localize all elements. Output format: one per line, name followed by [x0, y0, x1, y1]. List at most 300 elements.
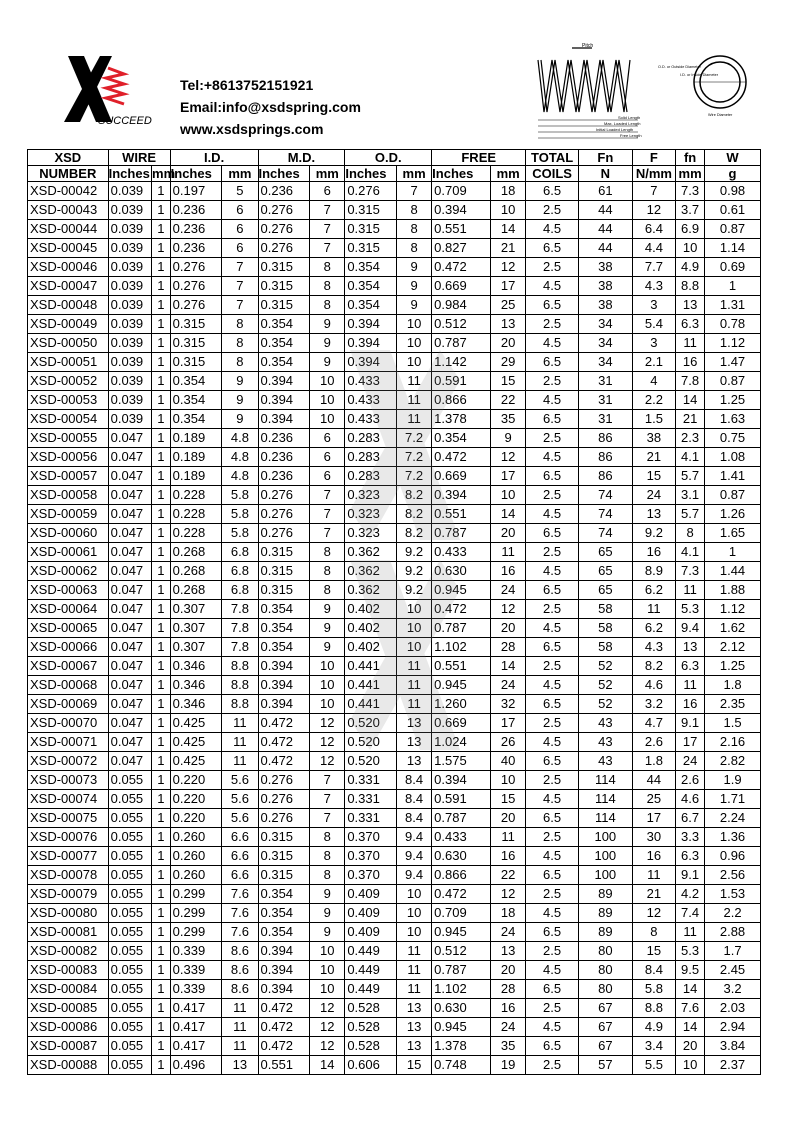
cell-total-coils: 6.5 [526, 182, 579, 201]
cell-free-inches: 0.512 [432, 942, 491, 961]
cell-total-coils: 6.5 [526, 809, 579, 828]
cell-od-inches: 0.370 [345, 828, 397, 847]
cell-od-mm: 8.2 [397, 524, 432, 543]
col-header-fn-force: Fn [578, 150, 632, 166]
cell-free-inches: 0.472 [432, 448, 491, 467]
cell-id-mm: 6.6 [222, 866, 258, 885]
cell-free-mm: 18 [491, 904, 526, 923]
cell-fn-deflection: 13 [676, 638, 705, 657]
cell-wire-mm: 1 [152, 600, 171, 619]
cell-id-inches: 0.354 [170, 391, 222, 410]
cell-weight: 1.26 [705, 505, 761, 524]
table-row [28, 1018, 761, 1037]
table-row [28, 524, 761, 543]
table-row [28, 505, 761, 524]
cell-f-rate: 5.5 [632, 1056, 675, 1075]
cell-fn-force: 31 [578, 410, 632, 429]
cell-free-inches: 0.709 [432, 904, 491, 923]
cell-od-mm: 10 [397, 638, 432, 657]
cell-total-coils: 4.5 [526, 448, 579, 467]
cell-wire-inches: 0.055 [108, 904, 151, 923]
cell-md-inches: 0.276 [258, 809, 310, 828]
cell-weight: 2.03 [705, 999, 761, 1018]
cell-total-coils: 2.5 [526, 999, 579, 1018]
cell-free-inches: 1.260 [432, 695, 491, 714]
cell-free-mm: 11 [491, 828, 526, 847]
cell-id-inches: 0.276 [170, 277, 222, 296]
table-row [28, 410, 761, 429]
table-row [28, 961, 761, 980]
id-label: I.D. or Inside Diameter [680, 73, 718, 77]
cell-weight: 0.78 [705, 315, 761, 334]
cell-od-mm: 13 [397, 999, 432, 1018]
cell-md-mm: 8 [310, 543, 345, 562]
col-header-total: TOTAL [526, 150, 579, 166]
cell-od-inches: 0.394 [345, 334, 397, 353]
cell-wire-mm: 1 [152, 258, 171, 277]
website-url: www.xsdsprings.com [180, 121, 324, 137]
cell-od-inches: 0.528 [345, 1018, 397, 1037]
cell-od-inches: 0.331 [345, 809, 397, 828]
cell-part-number: XSD-00068 [28, 676, 109, 695]
cell-f-rate: 2.2 [632, 391, 675, 410]
cell-md-mm: 14 [310, 1056, 345, 1075]
table-row [28, 1056, 761, 1075]
cell-total-coils: 6.5 [526, 296, 579, 315]
cell-od-mm: 13 [397, 752, 432, 771]
cell-free-inches: 1.378 [432, 1037, 491, 1056]
cell-id-mm: 8.6 [222, 980, 258, 999]
cell-f-rate: 8 [632, 923, 675, 942]
wire-diameter-label: Wire Diameter [708, 113, 733, 117]
cell-free-inches: 0.866 [432, 866, 491, 885]
cell-weight: 0.87 [705, 372, 761, 391]
cell-wire-inches: 0.047 [108, 752, 151, 771]
cell-fn-force: 67 [578, 999, 632, 1018]
cell-f-rate: 21 [632, 885, 675, 904]
cell-part-number: XSD-00061 [28, 543, 109, 562]
cell-wire-mm: 1 [152, 714, 171, 733]
cell-free-mm: 20 [491, 809, 526, 828]
cell-part-number: XSD-00086 [28, 1018, 109, 1037]
cell-wire-mm: 1 [152, 752, 171, 771]
cell-fn-deflection: 9.1 [676, 714, 705, 733]
cell-weight: 2.2 [705, 904, 761, 923]
cell-wire-inches: 0.055 [108, 771, 151, 790]
cell-wire-mm: 1 [152, 1018, 171, 1037]
cell-fn-deflection: 4.6 [676, 790, 705, 809]
cell-free-mm: 12 [491, 448, 526, 467]
cell-f-rate: 7.7 [632, 258, 675, 277]
cell-od-mm: 9.2 [397, 562, 432, 581]
cell-wire-mm: 1 [152, 1056, 171, 1075]
cell-md-inches: 0.354 [258, 600, 310, 619]
cell-total-coils: 6.5 [526, 980, 579, 999]
cell-total-coils: 4.5 [526, 334, 579, 353]
cell-id-mm: 11 [222, 999, 258, 1018]
cell-od-mm: 8.4 [397, 771, 432, 790]
cell-free-inches: 0.394 [432, 201, 491, 220]
cell-part-number: XSD-00069 [28, 695, 109, 714]
cell-id-inches: 0.425 [170, 733, 222, 752]
cell-wire-inches: 0.055 [108, 828, 151, 847]
cell-wire-inches: 0.039 [108, 258, 151, 277]
table-row [28, 448, 761, 467]
cell-free-mm: 20 [491, 619, 526, 638]
cell-wire-inches: 0.047 [108, 505, 151, 524]
cell-id-mm: 6 [222, 239, 258, 258]
cell-od-inches: 0.394 [345, 353, 397, 372]
cell-f-rate: 13 [632, 505, 675, 524]
cell-md-inches: 0.315 [258, 581, 310, 600]
cell-md-inches: 0.472 [258, 733, 310, 752]
cell-part-number: XSD-00071 [28, 733, 109, 752]
table-row [28, 809, 761, 828]
cell-fn-deflection: 5.7 [676, 467, 705, 486]
cell-free-inches: 0.748 [432, 1056, 491, 1075]
col-header-wire: WIRE [108, 150, 170, 166]
cell-fn-deflection: 7.4 [676, 904, 705, 923]
cell-md-inches: 0.315 [258, 828, 310, 847]
cell-md-mm: 12 [310, 714, 345, 733]
cell-fn-force: 34 [578, 334, 632, 353]
cell-total-coils: 2.5 [526, 885, 579, 904]
cell-md-mm: 10 [310, 410, 345, 429]
cell-free-mm: 12 [491, 600, 526, 619]
cell-weight: 3.84 [705, 1037, 761, 1056]
cell-wire-mm: 1 [152, 505, 171, 524]
cell-id-inches: 0.417 [170, 999, 222, 1018]
cell-wire-mm: 1 [152, 486, 171, 505]
cell-od-mm: 11 [397, 391, 432, 410]
cell-od-mm: 9.4 [397, 847, 432, 866]
table-row [28, 866, 761, 885]
cell-free-inches: 1.142 [432, 353, 491, 372]
cell-od-inches: 0.323 [345, 505, 397, 524]
cell-free-inches: 0.394 [432, 771, 491, 790]
cell-total-coils: 2.5 [526, 258, 579, 277]
cell-wire-mm: 1 [152, 277, 171, 296]
cell-id-mm: 5.6 [222, 771, 258, 790]
cell-free-inches: 0.472 [432, 885, 491, 904]
cell-od-inches: 0.606 [345, 1056, 397, 1075]
cell-fn-deflection: 7.3 [676, 562, 705, 581]
cell-md-mm: 7 [310, 771, 345, 790]
cell-part-number: XSD-00043 [28, 201, 109, 220]
cell-od-mm: 10 [397, 619, 432, 638]
cell-weight: 2.35 [705, 695, 761, 714]
cell-weight: 1.63 [705, 410, 761, 429]
cell-wire-mm: 1 [152, 429, 171, 448]
cell-part-number: XSD-00064 [28, 600, 109, 619]
table-row [28, 695, 761, 714]
table-row [28, 296, 761, 315]
cell-fn-force: 52 [578, 695, 632, 714]
cell-weight: 2.12 [705, 638, 761, 657]
cell-md-mm: 8 [310, 847, 345, 866]
solid-length-label: Solid Length [618, 115, 641, 120]
cell-part-number: XSD-00055 [28, 429, 109, 448]
cell-free-mm: 17 [491, 714, 526, 733]
cell-part-number: XSD-00084 [28, 980, 109, 999]
cell-fn-force: 31 [578, 372, 632, 391]
cell-free-inches: 0.945 [432, 923, 491, 942]
cell-total-coils: 2.5 [526, 771, 579, 790]
table-row [28, 391, 761, 410]
table-row [28, 999, 761, 1018]
cell-id-inches: 0.220 [170, 790, 222, 809]
table-row [28, 904, 761, 923]
cell-id-mm: 6.8 [222, 581, 258, 600]
cell-free-inches: 0.591 [432, 372, 491, 391]
cell-weight: 1.65 [705, 524, 761, 543]
cell-f-rate: 1.8 [632, 752, 675, 771]
cell-free-inches: 0.945 [432, 676, 491, 695]
cell-free-inches: 0.945 [432, 1018, 491, 1037]
cell-free-mm: 18 [491, 182, 526, 201]
cell-md-mm: 7 [310, 201, 345, 220]
cell-fn-deflection: 11 [676, 334, 705, 353]
cell-id-mm: 11 [222, 714, 258, 733]
cell-fn-force: 61 [578, 182, 632, 201]
cell-md-inches: 0.276 [258, 239, 310, 258]
phone-number: Tel:+8613752151921 [180, 77, 314, 93]
cell-wire-mm: 1 [152, 676, 171, 695]
col-header-free: FREE [432, 150, 526, 166]
col-header-w: W [705, 150, 761, 166]
cell-part-number: XSD-00072 [28, 752, 109, 771]
cell-part-number: XSD-00077 [28, 847, 109, 866]
cell-weight: 1.08 [705, 448, 761, 467]
cell-od-mm: 8 [397, 239, 432, 258]
cell-od-inches: 0.331 [345, 790, 397, 809]
cell-weight: 1.53 [705, 885, 761, 904]
cell-free-mm: 21 [491, 239, 526, 258]
cell-weight: 2.82 [705, 752, 761, 771]
cell-id-mm: 8.6 [222, 942, 258, 961]
cell-fn-force: 52 [578, 657, 632, 676]
cell-id-inches: 0.189 [170, 429, 222, 448]
cell-free-mm: 15 [491, 372, 526, 391]
cell-wire-mm: 1 [152, 619, 171, 638]
cell-free-mm: 24 [491, 923, 526, 942]
cell-id-mm: 7.8 [222, 638, 258, 657]
cell-id-inches: 0.276 [170, 296, 222, 315]
cell-total-coils: 2.5 [526, 429, 579, 448]
cell-wire-inches: 0.047 [108, 638, 151, 657]
cell-od-mm: 8.2 [397, 486, 432, 505]
cell-fn-deflection: 9.1 [676, 866, 705, 885]
cell-free-mm: 12 [491, 885, 526, 904]
cell-od-mm: 13 [397, 733, 432, 752]
cell-weight: 1.14 [705, 239, 761, 258]
col-header-id: I.D. [170, 150, 258, 166]
cell-wire-mm: 1 [152, 239, 171, 258]
cell-md-inches: 0.472 [258, 1037, 310, 1056]
cell-total-coils: 4.5 [526, 961, 579, 980]
cell-fn-deflection: 20 [676, 1037, 705, 1056]
cell-f-rate: 3 [632, 296, 675, 315]
cell-free-inches: 0.709 [432, 182, 491, 201]
col-subheader-number: NUMBER [28, 166, 109, 182]
cell-wire-mm: 1 [152, 828, 171, 847]
cell-f-rate: 16 [632, 543, 675, 562]
cell-fn-force: 80 [578, 980, 632, 999]
cell-md-inches: 0.394 [258, 410, 310, 429]
cell-fn-deflection: 6.3 [676, 315, 705, 334]
cell-wire-mm: 1 [152, 201, 171, 220]
cell-id-inches: 0.236 [170, 201, 222, 220]
cell-fn-deflection: 4.9 [676, 258, 705, 277]
cell-part-number: XSD-00066 [28, 638, 109, 657]
cell-od-mm: 9.4 [397, 866, 432, 885]
cell-fn-force: 65 [578, 543, 632, 562]
cell-md-inches: 0.276 [258, 524, 310, 543]
cell-md-mm: 10 [310, 695, 345, 714]
cell-od-inches: 0.354 [345, 277, 397, 296]
cell-md-mm: 12 [310, 1037, 345, 1056]
cell-fn-force: 67 [578, 1037, 632, 1056]
cell-fn-force: 65 [578, 562, 632, 581]
cell-free-inches: 0.591 [432, 790, 491, 809]
cell-od-mm: 11 [397, 961, 432, 980]
cell-md-inches: 0.354 [258, 923, 310, 942]
cell-part-number: XSD-00044 [28, 220, 109, 239]
cell-fn-deflection: 16 [676, 353, 705, 372]
spring-diagram [530, 40, 750, 140]
cell-fn-force: 58 [578, 638, 632, 657]
cell-f-rate: 44 [632, 771, 675, 790]
cell-total-coils: 2.5 [526, 372, 579, 391]
cell-wire-inches: 0.055 [108, 961, 151, 980]
table-row [28, 581, 761, 600]
cell-md-inches: 0.472 [258, 714, 310, 733]
table-row [28, 201, 761, 220]
cell-md-mm: 10 [310, 676, 345, 695]
cell-fn-force: 114 [578, 790, 632, 809]
cell-fn-force: 86 [578, 467, 632, 486]
cell-od-inches: 0.528 [345, 1037, 397, 1056]
cell-id-mm: 8.8 [222, 657, 258, 676]
cell-weight: 2.45 [705, 961, 761, 980]
cell-id-inches: 0.236 [170, 239, 222, 258]
cell-id-mm: 5.8 [222, 505, 258, 524]
cell-part-number: XSD-00075 [28, 809, 109, 828]
cell-total-coils: 4.5 [526, 790, 579, 809]
cell-md-mm: 10 [310, 961, 345, 980]
cell-md-mm: 6 [310, 467, 345, 486]
cell-md-inches: 0.394 [258, 961, 310, 980]
cell-fn-deflection: 13 [676, 296, 705, 315]
cell-od-mm: 15 [397, 1056, 432, 1075]
cell-free-inches: 0.551 [432, 220, 491, 239]
cell-fn-force: 58 [578, 600, 632, 619]
col-subheader-n: N [578, 166, 632, 182]
cell-od-mm: 9 [397, 296, 432, 315]
cell-f-rate: 1.5 [632, 410, 675, 429]
cell-part-number: XSD-00087 [28, 1037, 109, 1056]
cell-md-mm: 8 [310, 866, 345, 885]
cell-part-number: XSD-00051 [28, 353, 109, 372]
cell-weight: 2.37 [705, 1056, 761, 1075]
cell-fn-force: 34 [578, 353, 632, 372]
col-subheader-od-inches: Inches [345, 166, 397, 182]
cell-od-mm: 10 [397, 353, 432, 372]
cell-free-mm: 12 [491, 258, 526, 277]
cell-weight: 2.94 [705, 1018, 761, 1037]
cell-part-number: XSD-00065 [28, 619, 109, 638]
cell-fn-force: 89 [578, 923, 632, 942]
table-row [28, 847, 761, 866]
cell-fn-deflection: 9.5 [676, 961, 705, 980]
cell-free-mm: 16 [491, 562, 526, 581]
cell-total-coils: 6.5 [526, 752, 579, 771]
cell-free-mm: 40 [491, 752, 526, 771]
cell-md-inches: 0.394 [258, 372, 310, 391]
cell-part-number: XSD-00048 [28, 296, 109, 315]
cell-md-inches: 0.276 [258, 201, 310, 220]
cell-id-mm: 11 [222, 752, 258, 771]
cell-wire-mm: 1 [152, 372, 171, 391]
cell-id-inches: 0.268 [170, 581, 222, 600]
cell-od-inches: 0.283 [345, 467, 397, 486]
cell-part-number: XSD-00057 [28, 467, 109, 486]
cell-od-mm: 7.2 [397, 429, 432, 448]
cell-md-mm: 7 [310, 239, 345, 258]
cell-wire-inches: 0.047 [108, 448, 151, 467]
cell-id-mm: 11 [222, 1037, 258, 1056]
cell-fn-deflection: 11 [676, 676, 705, 695]
cell-od-mm: 9 [397, 277, 432, 296]
cell-od-mm: 10 [397, 315, 432, 334]
cell-fn-force: 44 [578, 220, 632, 239]
cell-f-rate: 3 [632, 334, 675, 353]
cell-free-mm: 17 [491, 277, 526, 296]
cell-wire-mm: 1 [152, 353, 171, 372]
cell-wire-mm: 1 [152, 581, 171, 600]
cell-id-inches: 0.299 [170, 904, 222, 923]
cell-part-number: XSD-00050 [28, 334, 109, 353]
cell-total-coils: 2.5 [526, 486, 579, 505]
cell-id-mm: 6 [222, 220, 258, 239]
cell-md-mm: 8 [310, 562, 345, 581]
cell-weight: 1.44 [705, 562, 761, 581]
table-row [28, 638, 761, 657]
cell-part-number: XSD-00052 [28, 372, 109, 391]
cell-od-inches: 0.402 [345, 600, 397, 619]
cell-part-number: XSD-00070 [28, 714, 109, 733]
cell-fn-force: 57 [578, 1056, 632, 1075]
cell-fn-deflection: 21 [676, 410, 705, 429]
cell-id-inches: 0.315 [170, 334, 222, 353]
cell-wire-inches: 0.047 [108, 543, 151, 562]
cell-od-inches: 0.520 [345, 752, 397, 771]
cell-free-mm: 10 [491, 201, 526, 220]
cell-fn-deflection: 3.3 [676, 828, 705, 847]
cell-total-coils: 4.5 [526, 391, 579, 410]
cell-wire-mm: 1 [152, 866, 171, 885]
cell-md-inches: 0.236 [258, 467, 310, 486]
table-row [28, 239, 761, 258]
cell-fn-deflection: 7.3 [676, 182, 705, 201]
cell-wire-inches: 0.039 [108, 296, 151, 315]
cell-fn-force: 38 [578, 277, 632, 296]
cell-f-rate: 2.6 [632, 733, 675, 752]
cell-fn-force: 43 [578, 714, 632, 733]
cell-id-inches: 0.346 [170, 676, 222, 695]
cell-id-mm: 6.8 [222, 562, 258, 581]
cell-md-inches: 0.394 [258, 391, 310, 410]
